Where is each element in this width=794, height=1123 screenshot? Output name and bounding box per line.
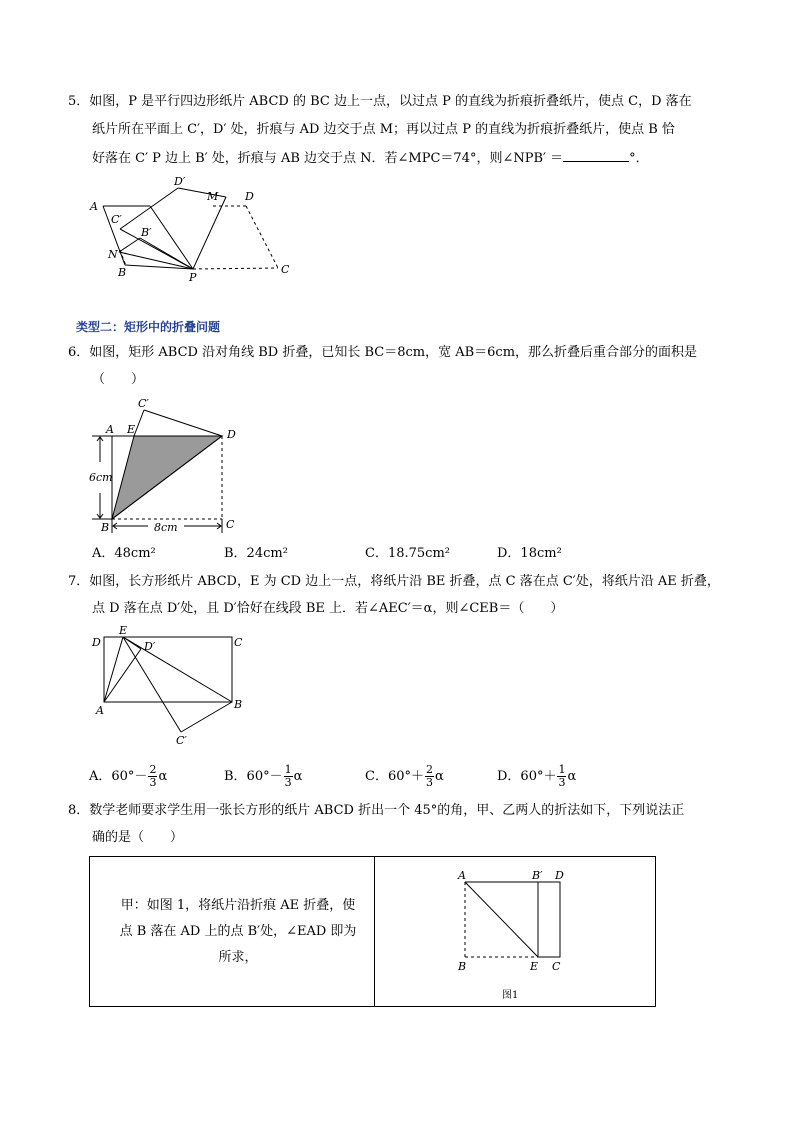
q7-label-B: B xyxy=(234,698,243,711)
q7-option-b-den: 3 xyxy=(284,776,292,789)
q7-option-c-post: α xyxy=(435,769,444,784)
q5-label-A: A xyxy=(90,200,98,213)
q8-label-A: A xyxy=(458,869,466,882)
q7-option-a-den: 3 xyxy=(149,776,157,789)
q7-option-a-post: α xyxy=(158,769,168,784)
q5-label-Cp: C′ xyxy=(111,213,122,226)
q7-line1: 7．如图，长方形纸片 ABCD，E 为 CD 边上一点，将纸片沿 BE 折叠，点 C 落在点 C′处，将纸片沿 AE 折叠， xyxy=(68,574,720,589)
q5-line1: 5．如图，P 是平行四边形纸片 ABCD 的 BC 边上一点，以过点 P 的直线为折痕折叠纸片，使点 C，D 落在 xyxy=(68,94,692,109)
q5-line2: 纸片所在平面上 C′，D′ 处，折痕与 AD 边交于点 M；再以过点 P 的直线为折痕折叠纸片，使点 B 恰 xyxy=(92,122,675,137)
q5-label-C: C xyxy=(281,263,290,276)
q5-label-Dp: D′ xyxy=(174,175,186,188)
q7-label-C: C xyxy=(234,636,243,649)
q6-label-bottom: 8cm xyxy=(154,521,178,534)
q5-label-M: M xyxy=(207,190,219,203)
q8-label-C: C xyxy=(552,960,561,973)
q8-label-Bp: B′ xyxy=(532,869,543,882)
q5-label-P: P xyxy=(189,271,197,284)
q5-line3-text: 好落在 C′ P 边上 B′ 处，折痕与 AB 边交于点 N．若∠MPC＝74°，则∠NPB′ ＝ xyxy=(92,151,564,166)
q6-label-Cp: C′ xyxy=(138,397,149,410)
q6-label-B: B xyxy=(101,521,110,534)
q7-option-b-post: α xyxy=(293,769,303,784)
q7-line2: 点 D 落在点 D′处，且 D′恰好在线段 BE 上．若∠AEC′＝α，则∠CEB＝（ ） xyxy=(92,601,564,616)
q7-label-D: D xyxy=(92,636,101,649)
q7-label-A: A xyxy=(96,704,104,717)
q7-label-Dp: D′ xyxy=(144,640,156,653)
q6-line1: 6．如图，矩形 ABCD 沿对角线 BD 折叠，已知长 BC＝8cm，宽 AB＝6cm，那么折叠后重合部分的面积是 xyxy=(68,345,698,360)
q8-line2: 确的是（ ） xyxy=(92,830,184,845)
q8-label-E: E xyxy=(530,960,539,973)
q7-option-b-num: 1 xyxy=(284,763,292,776)
q8-line1: 8．数学老师要求学生用一张长方形的纸片 ABCD 折出一个 45°的角，甲、乙两人的折法如下，下列说法正 xyxy=(68,803,685,818)
q6-option-d[interactable]: D．18cm² xyxy=(497,546,562,561)
q7-option-c-den: 3 xyxy=(426,776,433,789)
q7-option-d-num: 1 xyxy=(558,763,566,776)
q6-label-D: D xyxy=(227,428,236,441)
q7-label-Cp: C′ xyxy=(176,734,187,747)
q8-label-B: B xyxy=(458,960,467,973)
q5-label-B: B xyxy=(118,266,127,279)
q6-label-C: C xyxy=(226,518,235,531)
q8-label-D: D xyxy=(555,869,564,882)
q5-line3-end: °． xyxy=(629,151,649,166)
q7-option-b-pre: B．60°－ xyxy=(224,769,283,784)
q7-option-d-den: 3 xyxy=(558,776,566,789)
section-heading: 类型二：矩形中的折叠问题 xyxy=(76,320,221,334)
q6-label-side: 6cm xyxy=(89,471,113,484)
q7-option-c-num: 2 xyxy=(426,763,433,776)
q5-label-D: D xyxy=(245,190,254,203)
q6-line2: （ ） xyxy=(92,372,145,387)
q8-figure-caption: 图1 xyxy=(502,990,519,1001)
q7-option-c-pre: C．60°＋ xyxy=(365,769,424,784)
q7-label-E: E xyxy=(119,624,128,637)
q6-label-E: E xyxy=(127,423,136,436)
q7-option-a-num: 2 xyxy=(149,763,157,776)
q7-option-d-post: α xyxy=(567,769,577,784)
q6-label-A: A xyxy=(106,423,114,436)
q7-option-a-pre: A．60°－ xyxy=(89,769,148,784)
q6-option-b[interactable]: B．24cm² xyxy=(224,546,288,561)
q7-option-d-pre: D．60°＋ xyxy=(497,769,557,784)
q6-option-c[interactable]: C．18.75cm² xyxy=(365,546,450,561)
q8-cell-text: 甲：如图 1，将纸片沿折痕 AE 折叠，使点 B 落在 AD 上的点 B′处，∠EAD 即为所求， xyxy=(119,898,357,965)
q5-label-Bp: B′ xyxy=(141,226,152,239)
q5-label-N: N xyxy=(108,248,118,261)
q6-option-a[interactable]: A．48cm² xyxy=(92,546,156,561)
